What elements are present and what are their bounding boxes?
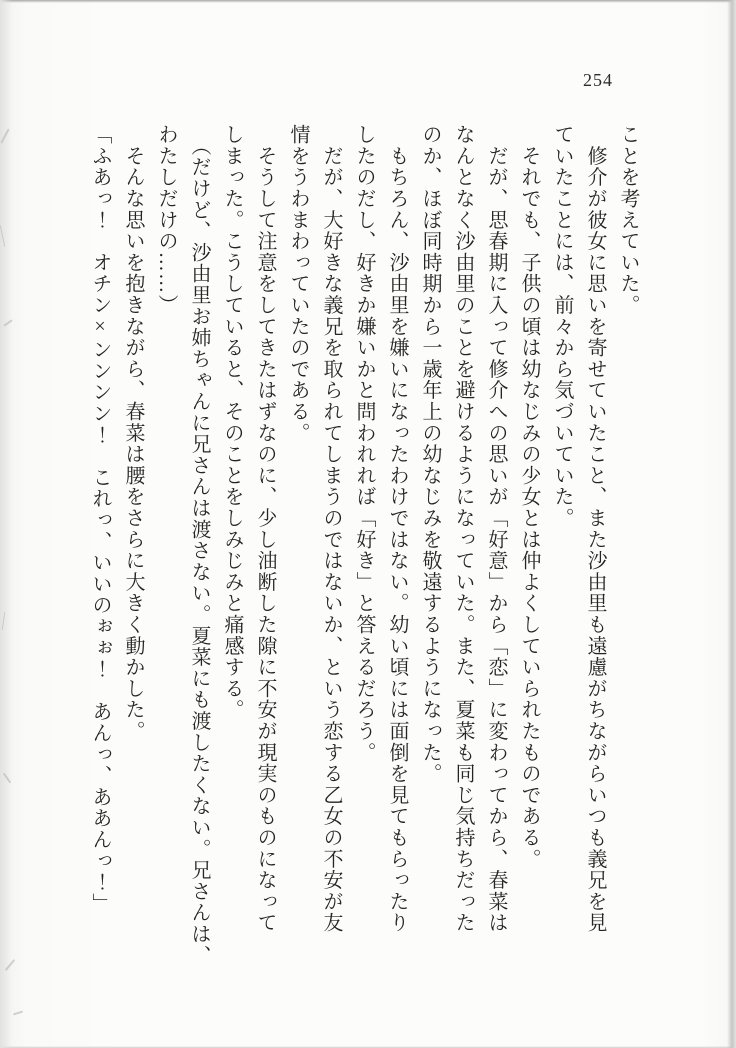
text-column: だが、思春期に入って修介への思いが「好意」から「恋」に変わってから、春菜は xyxy=(485,124,507,934)
text-column: しまった。こうしていると、そのことをしみじみと痛感する。 xyxy=(221,124,243,721)
text-column: それでも、子供の頃は幼なじみの少女とは仲よくしていられたものである。 xyxy=(518,124,540,870)
binding-edge-shadow xyxy=(0,0,12,1048)
text-block xyxy=(83,124,644,978)
page-right-edge-shadow xyxy=(727,0,736,1048)
text-column: そんな思いを抱きながら、春菜は腰をさらに大きく動かした。 xyxy=(122,124,144,742)
text-column: なんとなく沙由里のことを避けるようになっていた。また、夏菜も同じ気持ちだった xyxy=(452,124,474,934)
text-column: （だけど、沙由里お姉ちゃんに兄さんは渡さない。夏菜にも渡したくない。兄さんは、 xyxy=(188,124,210,966)
text-column: そうして注意をしてきたはずなのに、少し油断した隙に不安が現実のものになって xyxy=(254,124,276,934)
text-column: 修介が彼女に思いを寄せていたこと、また沙由里も遠慮がちながらいつも義兄を見 xyxy=(584,124,606,934)
page-top-edge xyxy=(0,0,736,3)
text-column: ていたことには、前々から気づいていた。 xyxy=(551,124,573,529)
scan-artifact xyxy=(13,1011,23,1016)
text-column: 「ふあっ！ オチン×ンンンン！ これっ、いいのぉぉ！ あんっ、ああんっ！」 xyxy=(89,124,111,915)
text-column: したのだし、好きか嫌いかと問われれば「好き」と答えるだろう。 xyxy=(353,124,375,763)
page-number: 254 xyxy=(583,70,613,90)
text-column: わたしだけの……） xyxy=(155,124,177,316)
text-column: だが、大好きな義兄を取られてしまうのではないか、という恋する乙女の不安が友 xyxy=(320,124,342,934)
text-column: のか、ほぼ同時期から一歳年上の幼なじみを敬遠するようになった。 xyxy=(419,124,441,785)
text-column: 情をうわまわっていたのである。 xyxy=(287,124,309,444)
text-column: もちろん、沙由里を嫌いになったわけではない。幼い頃には面倒を見てもらったり xyxy=(386,124,408,934)
text-column: ことを考えていた。 xyxy=(617,124,639,316)
